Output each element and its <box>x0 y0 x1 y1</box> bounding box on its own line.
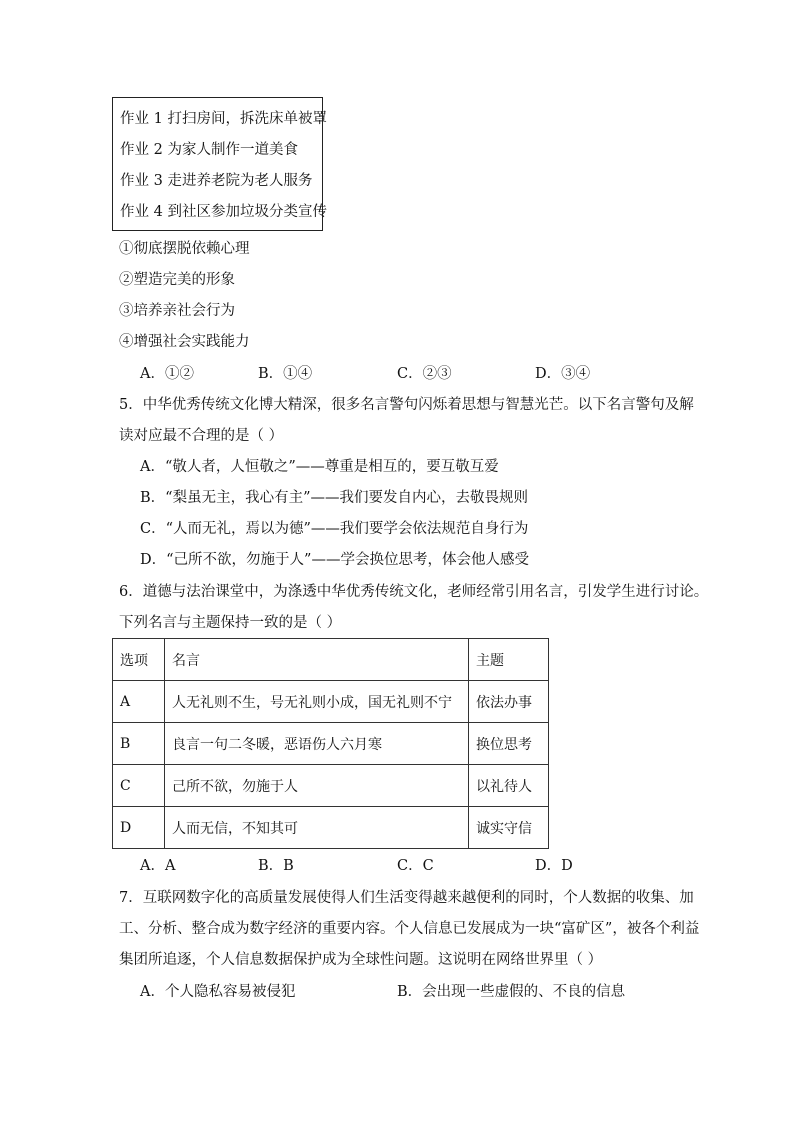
homework-item-3: 作业 3 走进养老院为老人服务 <box>120 173 313 189</box>
table-cell-quote: 己所不欲，勿施于人 <box>165 765 469 807</box>
q5-option-b[interactable]: B．“梨虽无主，我心有主”——我们要发自内心，去敬畏规则 <box>140 490 528 506</box>
q5-stem-line2: 读对应最不合理的是（ ） <box>119 428 284 444</box>
q7-stem-line3: 集团所追逐，个人信息数据保护成为全球性问题。这说明在网络世界里（ ） <box>119 952 603 968</box>
table-row <box>113 681 549 723</box>
q7-stem-line2: 工、分析、整合成为数字经济的重要内容。个人信息已发展成为一块“富矿区”，被各个利益 <box>119 921 700 937</box>
q5-stem-line1: 5．中华优秀传统文化博大精深，很多名言警句闪烁着思想与智慧光芒。以下名言警句及解 <box>119 397 694 413</box>
table-row <box>113 765 549 807</box>
table-header-option: 选项 <box>113 639 165 681</box>
q4-option-d[interactable]: D．③④ <box>535 366 591 382</box>
table-cell-theme: 依法办事 <box>469 681 549 723</box>
homework-item-2: 作业 2 为家人制作一道美食 <box>120 142 298 158</box>
table-cell-quote: 人无礼则不生，号无礼则小成，国无礼则不宁 <box>165 681 469 723</box>
table-cell-theme: 诚实守信 <box>469 807 549 849</box>
table-cell-theme: 以礼待人 <box>469 765 549 807</box>
q7-option-b[interactable]: B．会出现一些虚假的、不良的信息 <box>397 984 626 1000</box>
q5-option-a[interactable]: A．“敬人者，人恒敬之”——尊重是相互的，要互敬互爱 <box>140 459 499 475</box>
table-cell-option: A <box>113 681 165 723</box>
table-header-quote: 名言 <box>165 639 469 681</box>
table-cell-theme: 换位思考 <box>469 723 549 765</box>
q6-stem-line1: 6．道德与法治课堂中，为涤透中华优秀传统文化，老师经常引用名言，引发学生进行讨论。 <box>119 584 709 600</box>
q7-stem-line1: 7．互联网数字化的高质量发展使得人们生活变得越来越便利的同时，个人数据的收集、加 <box>119 890 694 906</box>
q4-statement-1: ①彻底摆脱依赖心理 <box>119 241 250 257</box>
table-cell-quote: 良言一句二冬暖，恶语伤人六月寒 <box>165 723 469 765</box>
table-cell-quote: 人而无信，不知其可 <box>165 807 469 849</box>
table-row <box>113 807 549 849</box>
homework-item-1: 作业 1 打扫房间，拆洗床单被罩 <box>120 111 327 127</box>
homework-box <box>112 97 327 231</box>
table-cell-option: C <box>113 765 165 807</box>
q4-option-c[interactable]: C．②③ <box>397 366 452 382</box>
q6-option-b[interactable]: B．B <box>258 858 294 874</box>
q4-statement-4: ④增强社会实践能力 <box>119 334 250 350</box>
q6-table <box>112 638 549 849</box>
table-header-row <box>113 639 549 681</box>
q5-option-d[interactable]: D．“己所不欲，勿施于人”——学会换位思考，体会他人感受 <box>140 552 529 568</box>
table-row <box>113 723 549 765</box>
q6-option-d[interactable]: D．D <box>535 858 573 874</box>
q6-option-c[interactable]: C．C <box>397 858 434 874</box>
q4-statement-3: ③培养亲社会行为 <box>119 303 235 319</box>
table-header-theme: 主题 <box>469 639 549 681</box>
table-cell-option: D <box>113 807 165 849</box>
table-cell-option: B <box>113 723 165 765</box>
homework-item-4: 作业 4 到社区参加垃圾分类宣传 <box>120 204 327 220</box>
q6-stem-line2: 下列名言与主题保持一致的是（ ） <box>119 615 342 631</box>
q5-option-c[interactable]: C．“人而无礼，焉以为德”——我们要学会依法规范自身行为 <box>140 521 529 537</box>
q4-option-b[interactable]: B．①④ <box>258 366 313 382</box>
q6-option-a[interactable]: A．A <box>140 858 176 874</box>
q4-option-a[interactable]: A．①② <box>140 366 194 382</box>
q4-statement-2: ②塑造完美的形象 <box>119 272 235 288</box>
q7-option-a[interactable]: A．个人隐私容易被侵犯 <box>140 984 296 1000</box>
